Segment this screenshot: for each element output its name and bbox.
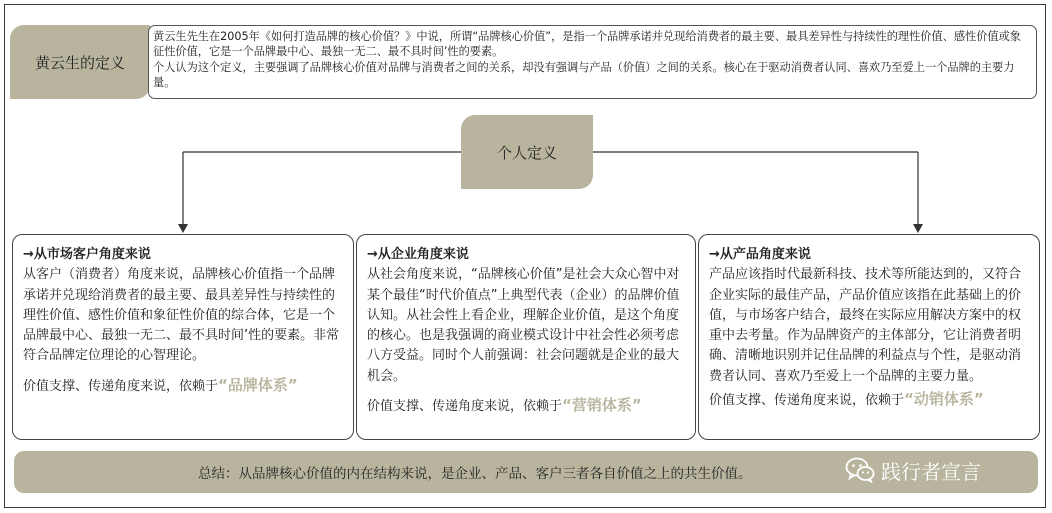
column-body: 从客户（消费者）角度来说，品牌核心价值指一个品牌承诺并兑现给消费者的最主要、最具差异性与持续性的理性价值、感性价值和象征性价值的综合体，它是一个品牌最中心、最独一无二、最不具时间’性的要素。非常符合品牌定位理论的心智理论。 [23, 267, 340, 364]
watermark [845, 452, 981, 488]
column-heading: →从企业角度来说 [367, 247, 469, 262]
column-market-customer [12, 234, 354, 440]
support-label: 价值支撑、传递角度来说，依赖于 [709, 393, 905, 409]
definition-box [148, 25, 1037, 99]
column-body: 从社会角度来说，“品牌核心价值”是社会大众心智中对某个最佳“时代价值点”上典型代表（企业）的品牌价值认知。从社会性上看企业，理解企业价值，是这个角度的核心。也是我强调的商业模式设计中社会性必须考虑八方受益。同时个人前强调：社会问题就是企业的最大机会。 [367, 267, 680, 384]
support-highlight: “品牌体系” [218, 375, 298, 394]
column-enterprise [356, 234, 696, 440]
column-support [367, 395, 685, 417]
wechat-icon [845, 457, 875, 483]
column-support [709, 389, 1029, 411]
support-highlight: “动销体系” [904, 390, 984, 409]
definition-para-2: 个人认为这个定义，主要强调了品牌核心价值对品牌与消费者之间的关系，却没有强调与产品（价值）之间的关系。核心在于驱动消费者认同、喜欢乃至爱上一个品牌的主要力量。 [153, 60, 1015, 89]
support-label: 价值支撑、传递角度来说，依赖于 [367, 399, 563, 415]
definition-para-1: 黄云生先生在2005年《如何打造品牌的核心价值？》中说，所谓“品牌核心价值”，是指一个品牌承诺并兑现给消费者的最主要、最具差异性与持续性的理性价值、感性价值或象征性价值，它是一个品牌最中心、最独一无二、最不具时间’性的要素。 [153, 30, 1021, 59]
column-heading: →从产品角度来说 [709, 247, 811, 262]
summary-text: 总结：从品牌核心价值的内在结构来说，是企业、产品、客户三者各自价值之上的共生价值。 [198, 466, 752, 482]
personal-definition-tag: 个人定义 [461, 115, 593, 189]
support-label: 价值支撑、传递角度来说，依赖于 [23, 378, 219, 394]
column-heading: →从市场客户角度来说 [23, 247, 151, 262]
definition-tag: 黄云生的定义 [10, 25, 150, 99]
support-highlight: “营销体系” [562, 396, 642, 415]
column-support [23, 375, 343, 397]
column-product [698, 234, 1040, 440]
column-body: 产品应该指时代最新科技、技术等所能达到的，又符合企业实际的最佳产品，产品价值应该指在此基础上的价值，与市场客户结合，最终在实际应用解决方案中的权重中去考量。作为品牌资产的主体部分，它让消费者明确、清晰地识别并记住品牌的利益点与个性，是驱动消费者认同、喜欢乃至爱上一个品牌的主要力量。 [709, 267, 1022, 384]
watermark-text: 践行者宣言 [881, 459, 981, 484]
